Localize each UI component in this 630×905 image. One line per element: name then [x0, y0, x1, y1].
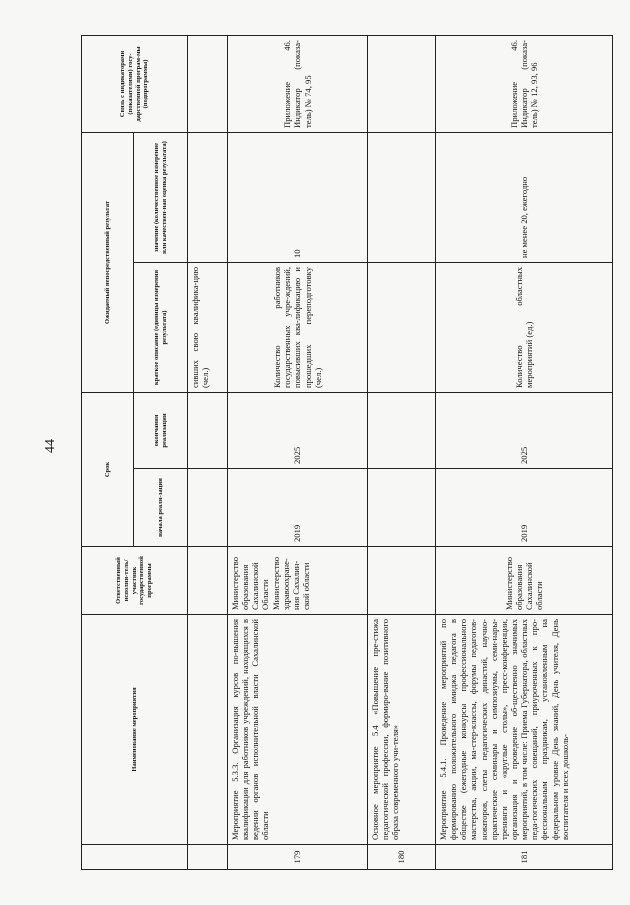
activity-name: Основное мероприятие 5.4 «Повышение пре-стижа педагогической профессии, формиро-вание позитивного образа современного учи-теля»: [368, 615, 436, 845]
responsible-executor: Министерство образования Сахалинской области: [436, 547, 613, 615]
table-row: [436, 36, 613, 870]
table-row: [228, 36, 368, 870]
row-number: 180: [368, 845, 436, 870]
indicator-link: Приложение 46. Индикатор (показа-тель) № 12, 93, 96: [436, 36, 613, 133]
header-end: окончания реализации: [134, 393, 188, 469]
header-result: Ожидаемый непосредственный результат: [82, 133, 134, 393]
header-result-value: значение (количественное измерение или качествен-ная оценка результата): [134, 133, 188, 263]
continuation-result-desc: сивших свою квалифика-цию (чел.): [188, 263, 228, 393]
indicator-link: Приложение 46. Индикатор (показа-тель) № 74, 95: [228, 36, 368, 133]
activity-name: Мероприятие 5.4.1. Проведение мероприятий по формированию положительного имиджа педагога в обществе (ежегодные конкурсы профессионального мастерства, акции, ма-стер-классы, форумы педагогов-новаторов, слеты педагогических династий, научно-практические семинары и симпозиумы, семи-нары-тренинги и «круглые столы», пресс-конференции, организация и проведение об-щественно значимых мероприятий, в том числе: Приема Губернатора, областных педа-гогических совещаний, приуроченных к про-фессиональным праздникам, установленным на федеральном уровне День знаний, День учителя, День воспитателя и всех дошколь-: [436, 615, 613, 845]
header-name: Наименование мероприятия: [82, 615, 188, 845]
row-number: 179: [228, 845, 368, 870]
result-value: 10: [228, 133, 368, 263]
result-description: Количество областных мероприятий (ед.): [436, 263, 613, 393]
start-year: 2019: [228, 469, 368, 547]
end-year: 2025: [228, 393, 368, 469]
page-number: 44: [43, 439, 58, 453]
activity-name: Мероприятие 5.3.3. Организация курсов по-вышения квалификации для работников учреждений, находящихся в ведении органов исполнительной власти Сахалинской области: [228, 615, 368, 845]
header-start: начала реали-зации: [134, 469, 188, 547]
header-num: [82, 845, 188, 870]
responsible-executor: Министерство образования Сахалинской Области Министерство здравоохране-ния Сахалин-ской области: [228, 547, 368, 615]
header-result-desc: краткое описание (единицы измерения результата): [134, 263, 188, 393]
rotated-table-wrapper: [81, 36, 612, 870]
continuation-row: [188, 36, 228, 870]
activities-table: [81, 35, 613, 870]
end-year: 2025: [436, 393, 613, 469]
header-term: Срок: [82, 393, 134, 547]
result-value: не менее 20, ежегодно: [436, 133, 613, 263]
result-description: Количество работников государственных учре-ждений, повысивших ква-лификацию и прошедших переподготовку (чел.): [228, 263, 368, 393]
table-row: [368, 36, 436, 870]
header-responsible: Ответственный исполни-тель/участник государственной программы: [82, 547, 188, 615]
row-number: 181: [436, 845, 613, 870]
header-link: Связь с индикаторами (показателями) госу-дарственной програм-мы (подпрограммы): [82, 36, 188, 133]
header-row: [82, 36, 134, 870]
start-year: 2019: [436, 469, 613, 547]
